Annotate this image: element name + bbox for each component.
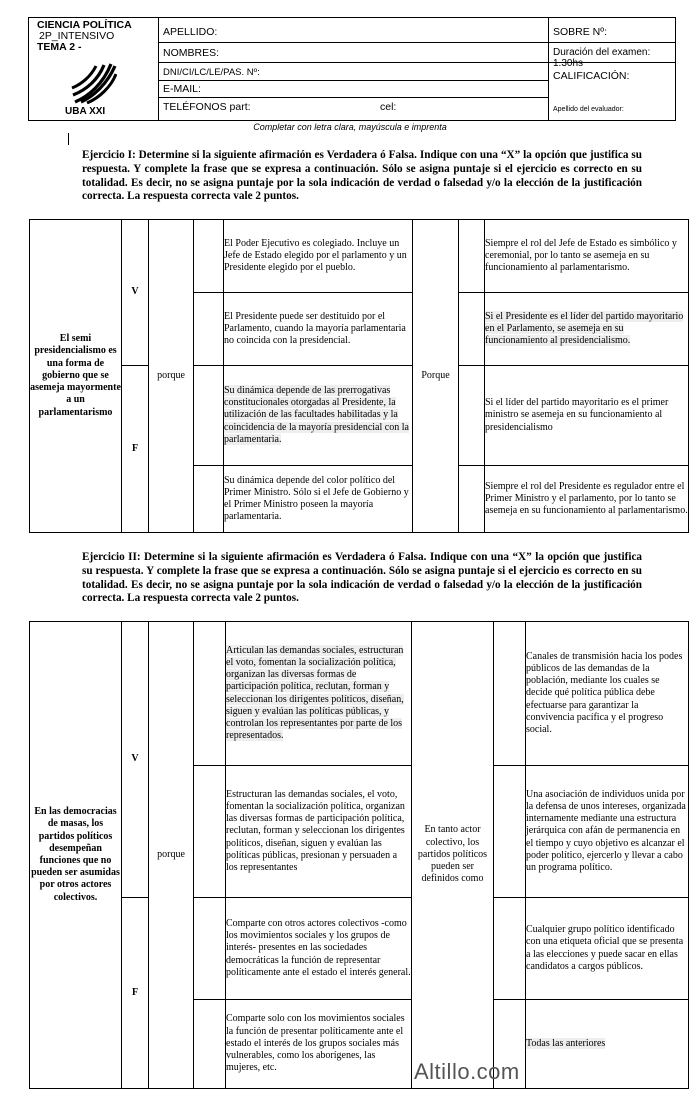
apellido-field[interactable]: APELLIDO: bbox=[163, 26, 218, 38]
exam-info bbox=[548, 18, 675, 120]
ex1-statement: El semi presidencialismo es una forma de gobierno que se asemeja mayormente a un parlamentarismo bbox=[30, 220, 122, 533]
ex2-left-checkbox-2[interactable] bbox=[194, 766, 226, 898]
ex1-left-option-3: Su dinámica depende de las prerrogativas constitucionales otorgadas al Presidente, la utilización de las facultades habilitadas y la coincidencia de la mayoría presidencial con la parlamentaria. bbox=[224, 384, 409, 445]
ex2-middle-text: En tanto actor colectivo, los partidos políticos pueden ser definidos como bbox=[412, 622, 494, 1089]
ex2-right-option-2: Una asociación de individuos unida por la defensa de unos intereses, organizada internamente mediante una estructura jerárquica con afán de permanencia en el tiempo y cuyo objetivo es alcanzar el poder político, ejercerlo y llevar a cabo un programa político. bbox=[526, 766, 689, 898]
ex2-right-option-1: Canales de transmisión hacia los podes públicos de las demandas de la población, mediante los cuales se decide qué política pública debe efectuarse para garantizar la convivencia pacífica y el progreso social. bbox=[526, 622, 689, 766]
ex2-left-checkbox-1[interactable] bbox=[194, 622, 226, 766]
course-name: CIENCIA POLÍTICA bbox=[37, 19, 132, 31]
course-modality: 2P_INTENSIVO bbox=[39, 30, 115, 42]
ex2-v-label: V bbox=[122, 622, 149, 898]
course-logo-cell bbox=[29, 18, 159, 120]
ex1-left-checkbox-2[interactable] bbox=[194, 293, 224, 366]
ex1-right-option-3: Si el líder del partido mayoritario es el primer ministro se asemeja en su funcionamiento al presidencialismo bbox=[485, 366, 689, 466]
text-cursor bbox=[68, 133, 69, 145]
cel-field[interactable]: cel: bbox=[380, 101, 397, 113]
ex2-porque-left: porque bbox=[149, 622, 194, 1089]
telefonos-field[interactable]: TELÉFONOS part: bbox=[163, 101, 251, 113]
ex2-statement: En las democracias de masas, los partidos políticos desempeñan funciones que no pueden ser asumidas por otros actores colectivos. bbox=[30, 622, 122, 1089]
ex2-left-checkbox-3[interactable] bbox=[194, 898, 226, 1000]
ex2-left-option-4: Comparte solo con los movimientos sociales la función de presentar políticamente ante el estado el interés de los grupos sociales más vulnerables, como los aborígenes, las mujeres, etc. bbox=[226, 1000, 412, 1089]
site-watermark: Altillo.com bbox=[414, 1059, 520, 1084]
nombres-field[interactable]: NOMBRES: bbox=[163, 47, 220, 59]
ex1-porque-left: porque bbox=[149, 220, 194, 533]
ex1-left-checkbox-4[interactable] bbox=[194, 466, 224, 533]
ex2-left-option-3: Comparte con otros actores colectivos -como los movimientos sociales y los grupos de interés- presentes en las sociedades democráticas la función de representar políticamente ante el estado el interés general. bbox=[226, 898, 412, 1000]
uba-logo-text: UBA XXI bbox=[65, 106, 106, 117]
evaluador-field: Apellido del evaluador: bbox=[553, 106, 624, 113]
ex1-right-option-4: Siempre el rol del Presidente es regulador entre el Primer Ministro y el parlamento, por lo tanto se asemeja en su funcionamiento al parlamentarismo. bbox=[485, 466, 689, 533]
ex2-right-option-4: Todas las anteriores bbox=[526, 1037, 606, 1049]
ex1-right-checkbox-4[interactable] bbox=[459, 466, 485, 533]
dni-field[interactable]: DNI/CI/LC/LE/PAS. Nº: bbox=[163, 67, 260, 78]
ex1-table bbox=[29, 219, 689, 533]
ex1-right-checkbox-2[interactable] bbox=[459, 293, 485, 366]
ex1-left-checkbox-3[interactable] bbox=[194, 366, 224, 466]
ex2-left-option-2: Estructuran las demandas sociales, el voto, fomentan la socialización política, organizan las diversas formas de participación política, reclutan, forman y seleccionan los dirigentes políticos, diseñan, siguen y evalúan las políticas públicas, presionan y persuaden a los representantes bbox=[226, 766, 412, 898]
ex1-right-option-2: Si el Presidente es el líder del partido mayoritario en el Parlamento, se asemeja en su funcionamiento al presidencialismo. bbox=[485, 310, 684, 347]
ex2-right-checkbox-1[interactable] bbox=[494, 622, 526, 766]
student-fields bbox=[158, 18, 549, 120]
ex1-left-option-4: Su dinámica depende del color político del Primer Ministro. Sólo si el Jefe de Gobierno y el Primer Ministro poseen la mayoría parlamentaria. bbox=[224, 466, 413, 533]
ex2-table bbox=[29, 621, 689, 1089]
ex2-f-label: F bbox=[122, 898, 149, 1089]
ex1-right-checkbox-1[interactable] bbox=[459, 220, 485, 293]
ex1-right-option-1: Siempre el rol del Jefe de Estado es simbólico y ceremonial, por lo tanto se asemeja en su funcionamiento al parlamentarismo. bbox=[485, 220, 689, 293]
fill-instructions: Completar con letra clara, mayúscula e imprenta bbox=[253, 122, 447, 132]
exam-header bbox=[28, 17, 676, 121]
ex1-left-option-1: El Poder Ejecutivo es colegiado. Incluye un Jefe de Estado elegido por el parlamento y un Presidente elegido por el pueblo. bbox=[224, 220, 413, 293]
ex2-left-checkbox-4[interactable] bbox=[194, 1000, 226, 1089]
ex1-v-label: V bbox=[122, 220, 149, 366]
ex2-right-option-3: Cualquier grupo político identificado con una etiqueta oficial que se presenta a las elecciones y puede sacar en ellas candidatos a cargos públicos. bbox=[526, 898, 689, 1000]
course-topic: TEMA 2 - bbox=[37, 41, 82, 53]
ex1-right-checkbox-3[interactable] bbox=[459, 366, 485, 466]
ex1-porque-right: Porque bbox=[413, 220, 459, 533]
course-info bbox=[37, 20, 132, 53]
ex2-right-checkbox-3[interactable] bbox=[494, 898, 526, 1000]
calificacion-field: CALIFICACIÓN: bbox=[553, 70, 630, 82]
email-field[interactable]: E-MAIL: bbox=[163, 83, 201, 95]
ex2-left-option-1: Articulan las demandas sociales, estructuran el voto, fomentan la socialización política, organizan las diversas formas de participación política, reclutan, forman y seleccionan los dirigentes políticos, diseñan, siguen y evalúan las políticas públicas, y controlan los representantes por parte de los representados. bbox=[226, 644, 404, 742]
ex1-f-label: F bbox=[122, 366, 149, 533]
ex2-right-checkbox-2[interactable] bbox=[494, 766, 526, 898]
ex1-instructions: Ejercicio I: Determine si la siguiente afirmación es Verdadera ó Falsa. Indique con una “X” la opción que justifica su respuesta. Y complete la frase que se expresa a continuación. Sólo se asigna puntaje si el ejercicio es correcto en su totalidad. Es decir, no se asigna puntaje por la sola indicación de verdad o falsedad y/o la elección de la justificación correcta. La respuesta correcta vale 2 puntos. bbox=[82, 149, 642, 203]
duracion-label: Duración del examen: 1.30hs bbox=[553, 47, 651, 69]
uba-logo-icon bbox=[71, 62, 117, 104]
ex2-instructions: Ejercicio II: Determine si la siguiente afirmación es Verdadera ó Falsa. Indique con una “X” la opción que justifica su respuesta. Y complete la frase que se expresa a continuación. Sólo se asigna puntaje si el ejercicio es correcto en su totalidad. Es decir, no se asigna puntaje por la sola indicación de verdad o falsedad y/o la elección de la justificación correcta. La respuesta correcta vale 2 puntos. bbox=[82, 551, 642, 605]
ex1-left-option-2: El Presidente puede ser destituido por el Parlamento, cuando la mayoría parlamentaria no coincida con la presidencial. bbox=[224, 293, 413, 366]
sobre-field: SOBRE Nº: bbox=[553, 26, 608, 38]
ex1-left-checkbox-1[interactable] bbox=[194, 220, 224, 293]
